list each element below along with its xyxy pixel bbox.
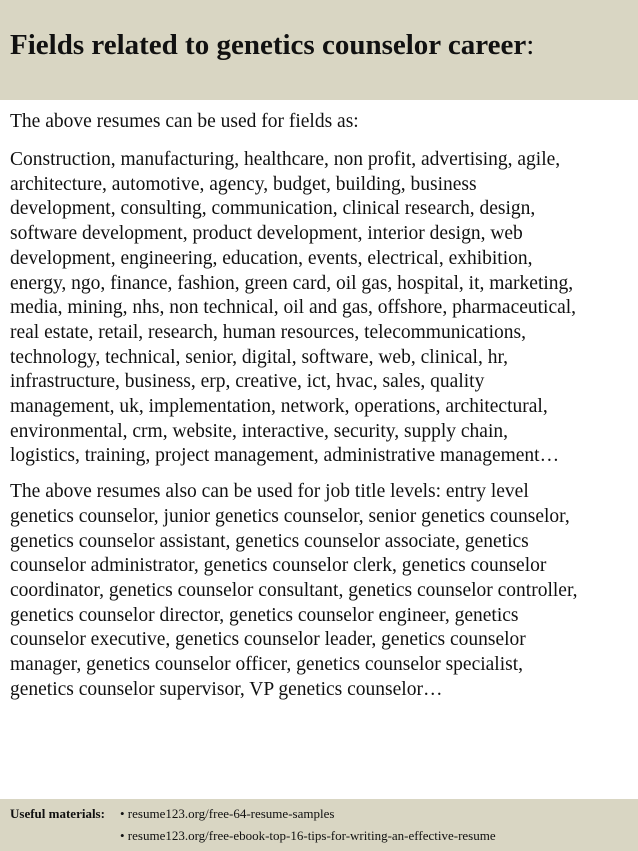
fields-paragraph [10, 148, 632, 469]
fields-line: media, mining, nhs, non technical, oil and gas, offshore, pharmaceutical, [10, 297, 577, 319]
fields-line: environmental, crm, website, interactive, security, supply chain, [10, 420, 508, 442]
fields-line: development, engineering, education, events, electrical, exhibition, [10, 247, 533, 269]
job-levels-line: counselor executive, genetics counselor leader, genetics counselor [10, 629, 526, 651]
job-levels-line: genetics counselor supervisor, VP genetics counselor… [10, 678, 443, 700]
job-levels-line: coordinator, genetics counselor consultant, genetics counselor controller, [10, 579, 578, 601]
fields-line: energy, ngo, finance, fashion, green card, oil gas, hospital, it, marketing, [10, 272, 574, 294]
job-levels-line: manager, genetics counselor officer, genetics counselor specialist, [10, 654, 524, 676]
page-title [10, 28, 638, 62]
fields-line: real estate, retail, research, human resources, telecommunications, [10, 321, 526, 343]
job-levels-line: The above resumes also can be used for job title levels: entry level [10, 481, 529, 503]
fields-line: development, consulting, communication, clinical research, design, [10, 198, 536, 220]
useful-materials-label-colon: : [100, 806, 105, 821]
job-levels-line: genetics counselor assistant, genetics counselor associate, genetics [10, 530, 529, 552]
useful-materials-label [10, 803, 120, 825]
page-title-text: Fields related to genetics counselor career [10, 29, 527, 61]
fields-line: architecture, automotive, agency, budget, building, business [10, 173, 477, 195]
job-levels-line: counselor administrator, genetics counselor clerk, genetics counselor [10, 555, 547, 577]
title-banner [0, 0, 638, 100]
fields-line: Construction, manufacturing, healthcare, non profit, advertising, agile, [10, 149, 561, 170]
fields-line: management, uk, implementation, network, operations, architectural, [10, 396, 548, 418]
fields-line: software development, product development, interior design, web [10, 223, 523, 245]
fields-line: infrastructure, business, erp, creative, ict, hvac, sales, quality [10, 371, 485, 393]
useful-materials-label-text: Useful materials [10, 806, 101, 821]
footer-row [10, 825, 638, 847]
fields-line: technology, technical, senior, digital, software, web, clinical, hr, [10, 346, 509, 368]
intro-text: The above resumes can be used for fields as: [10, 111, 359, 132]
job-levels-line: genetics counselor, junior genetics counselor, senior genetics counselor, [10, 505, 570, 527]
useful-materials-footer [0, 799, 638, 851]
job-levels-line: genetics counselor director, genetics counselor engineer, genetics [10, 604, 519, 626]
job-levels-paragraph [10, 480, 632, 702]
fields-line: logistics, training, project management, administrative management… [10, 445, 560, 467]
page-title-colon: : [526, 29, 535, 61]
footer-row [10, 803, 638, 825]
footer-label-spacer [10, 825, 120, 847]
resume-ebook-link[interactable]: • resume123.org/free-ebook-top-16-tips-for-writing-an-effective-resume [120, 828, 496, 843]
resume-samples-link[interactable]: • resume123.org/free-64-resume-samples [120, 806, 335, 821]
main-content [10, 109, 632, 713]
